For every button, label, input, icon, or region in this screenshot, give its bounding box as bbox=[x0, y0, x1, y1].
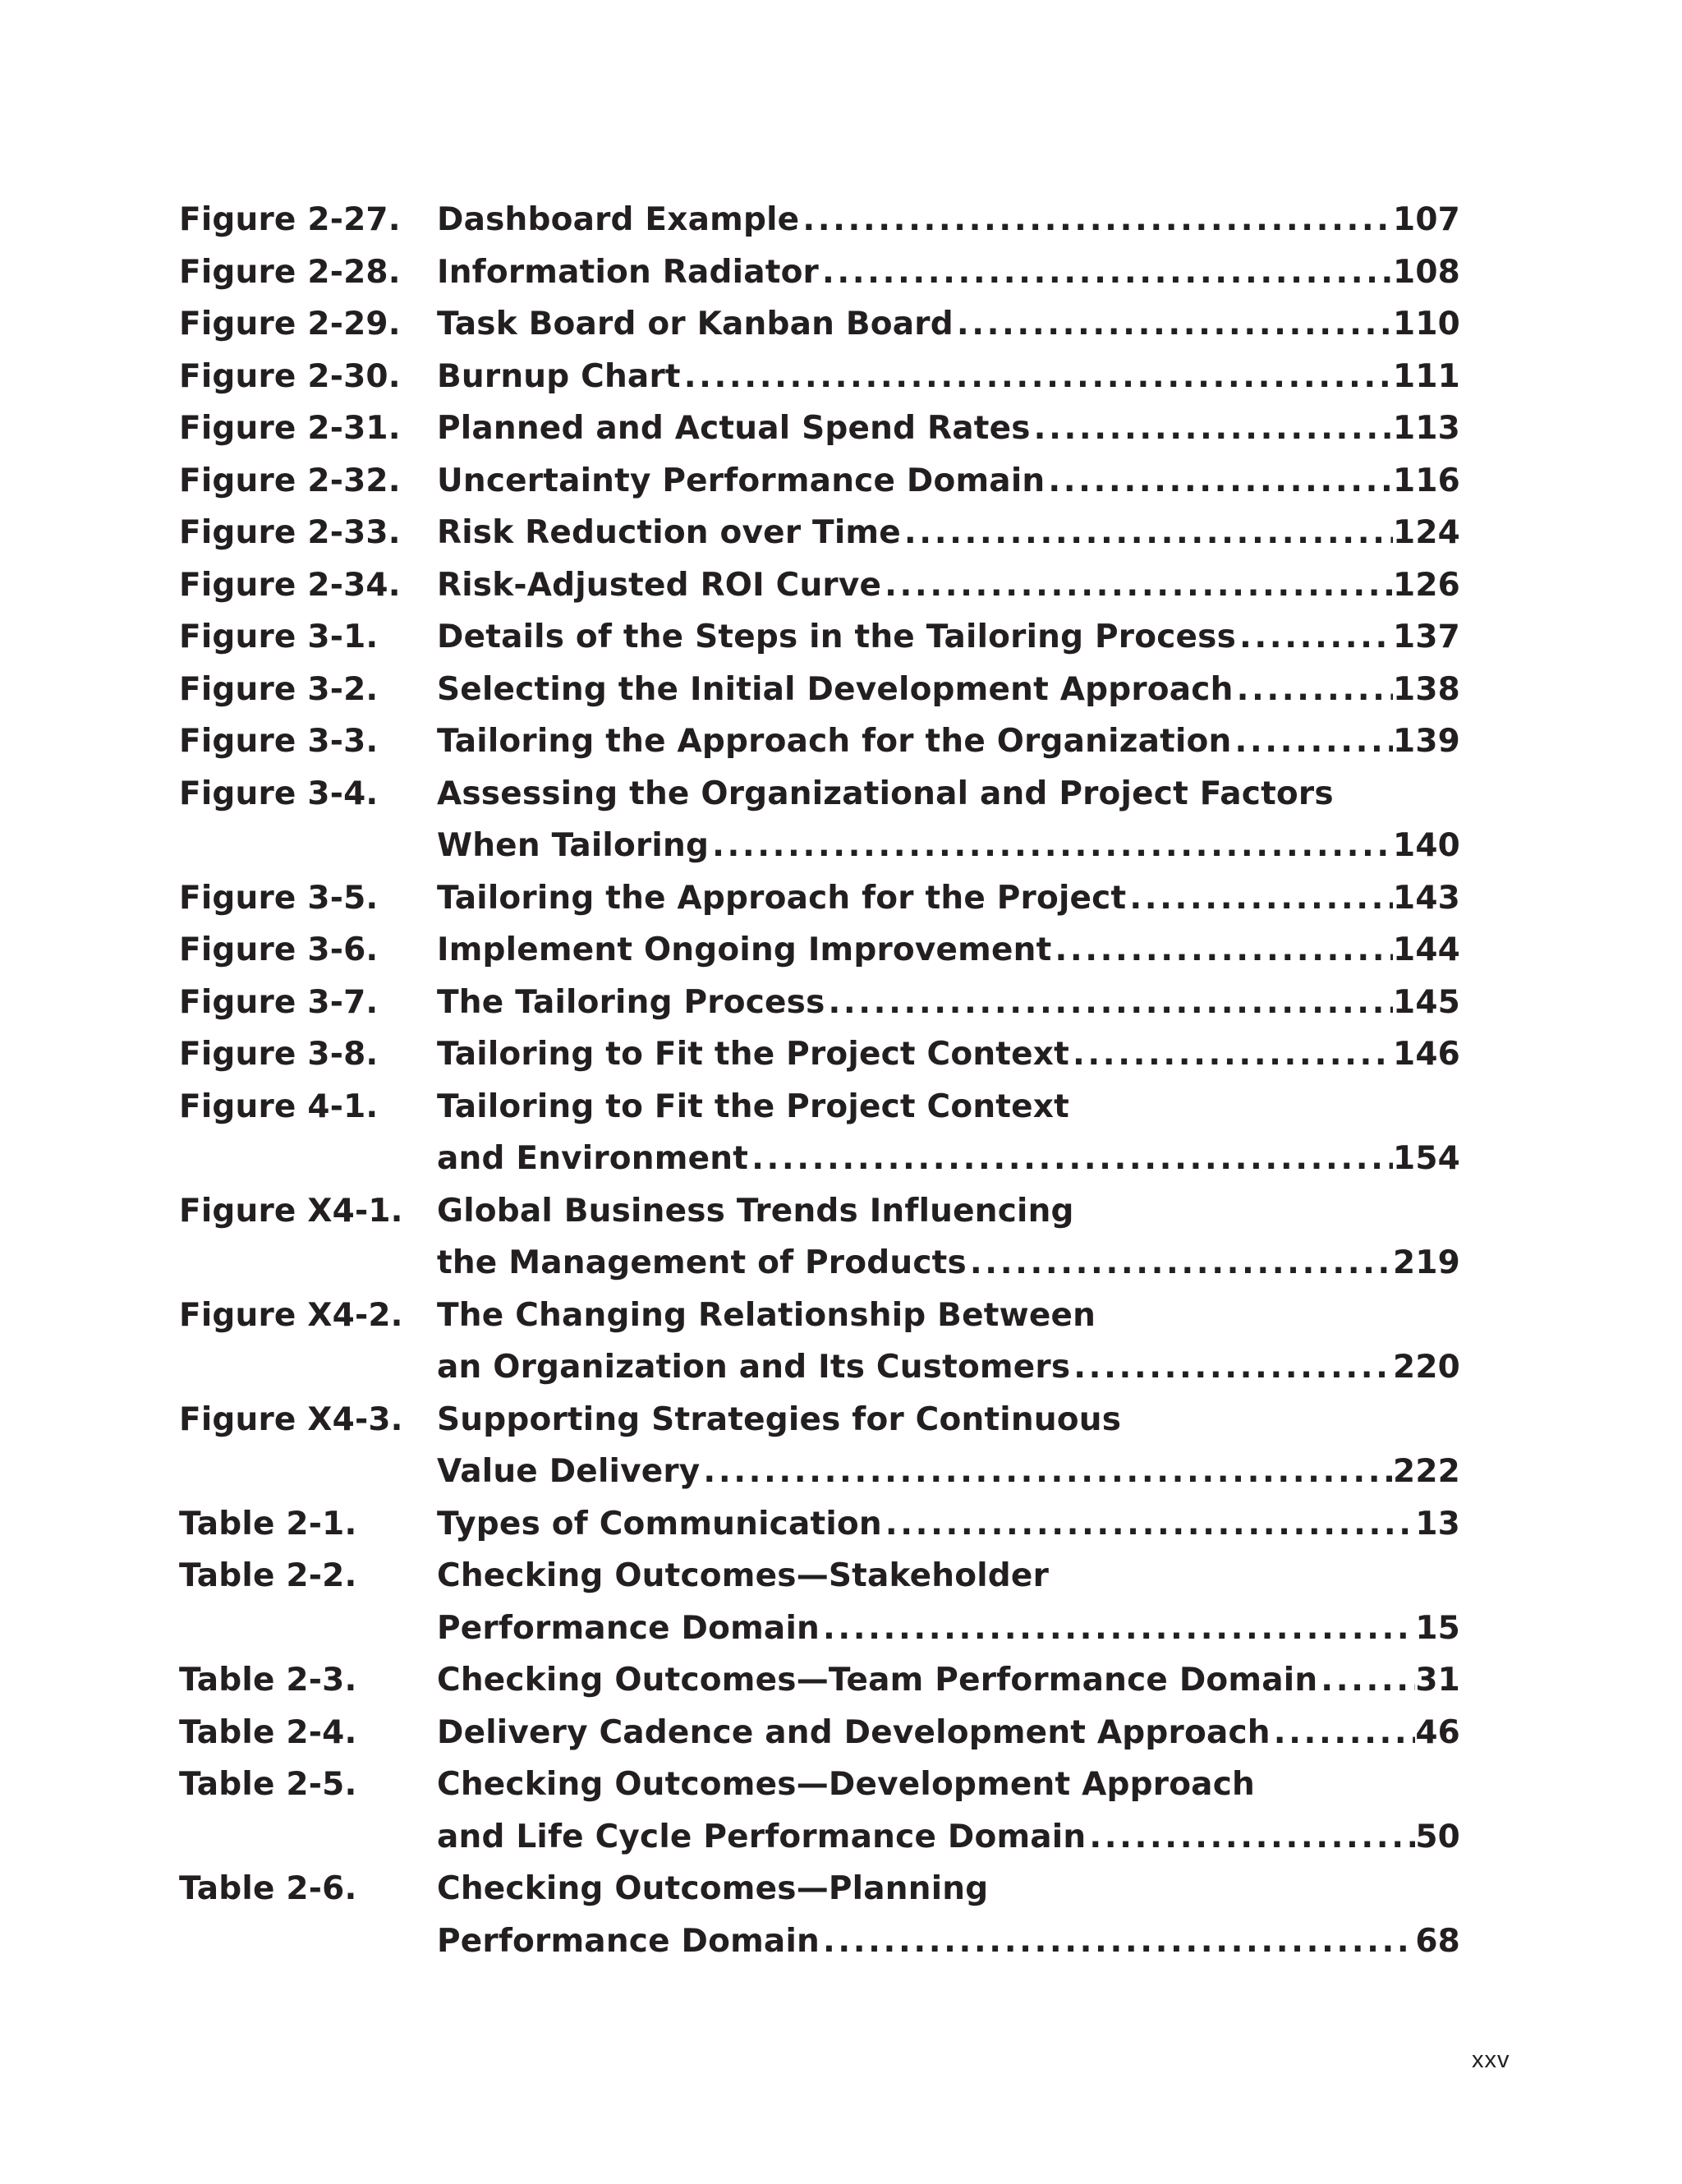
entry-title-line: When Tailoring bbox=[437, 827, 710, 864]
dot-leader bbox=[1234, 664, 1393, 716]
entry-title-line: Dashboard Example bbox=[437, 201, 800, 238]
entry-leader-line bbox=[437, 872, 1460, 925]
entry-title-line: Risk Reduction over Time bbox=[437, 514, 901, 551]
entry-body bbox=[437, 194, 1460, 246]
dot-leader bbox=[820, 1915, 1415, 1968]
entry-page-number: 113 bbox=[1392, 410, 1460, 447]
entry-page-number: 31 bbox=[1415, 1662, 1460, 1699]
toc-entry bbox=[179, 715, 1460, 768]
entry-label: Figure X4-3. bbox=[179, 1400, 403, 1438]
entry-body bbox=[437, 1028, 1460, 1081]
entry-body bbox=[437, 924, 1460, 977]
entry-leader-line bbox=[437, 455, 1460, 508]
entry-page-number: 116 bbox=[1392, 462, 1460, 499]
entry-title-line: Checking Outcomes—Stakeholder bbox=[437, 1557, 1050, 1594]
entry-title-line: Types of Communication bbox=[437, 1505, 882, 1543]
entry-label: Table 2-3. bbox=[179, 1662, 357, 1699]
entry-body bbox=[437, 1863, 1460, 1967]
entry-label: Figure 2-27. bbox=[179, 201, 401, 238]
dot-leader bbox=[825, 977, 1393, 1029]
entry-label: Table 2-2. bbox=[179, 1557, 357, 1594]
entry-label: Table 2-5. bbox=[179, 1766, 357, 1803]
entry-title-line: Supporting Strategies for Continuous bbox=[437, 1400, 1122, 1438]
toc-entry bbox=[179, 507, 1460, 559]
entry-title-line: Tailoring to Fit the Project Context bbox=[437, 1087, 1070, 1125]
dot-leader bbox=[1086, 1811, 1415, 1864]
entry-title-line: Tailoring the Approach for the Project bbox=[437, 879, 1127, 917]
entry-body bbox=[437, 872, 1460, 925]
entry-leader-line bbox=[437, 924, 1460, 977]
toc-entry bbox=[179, 924, 1460, 977]
toc-entry bbox=[179, 194, 1460, 246]
toc-entry bbox=[179, 246, 1460, 299]
entry-body bbox=[437, 298, 1460, 351]
entry-leader-line bbox=[437, 1498, 1460, 1551]
entry-leader-line bbox=[437, 1707, 1460, 1759]
entry-body bbox=[437, 1185, 1460, 1290]
entry-body bbox=[437, 1759, 1460, 1863]
entry-title-line: Information Radiator bbox=[437, 253, 819, 291]
entry-leader-line bbox=[437, 402, 1460, 455]
toc-entry bbox=[179, 611, 1460, 664]
entry-page-number: 145 bbox=[1392, 983, 1460, 1021]
entry-label: Figure 3-8. bbox=[179, 1036, 379, 1073]
entry-page-number: 139 bbox=[1392, 723, 1460, 760]
entry-title-line: Task Board or Kanban Board bbox=[437, 306, 954, 343]
toc-entry bbox=[179, 768, 1460, 872]
entry-body bbox=[437, 507, 1460, 559]
entry-body bbox=[437, 977, 1460, 1029]
entry-label: Figure X4-1. bbox=[179, 1192, 403, 1230]
entry-body bbox=[437, 1707, 1460, 1759]
entry-body bbox=[437, 246, 1460, 299]
toc-entry bbox=[179, 559, 1460, 612]
entry-title-line: Selecting the Initial Development Approach bbox=[437, 670, 1234, 708]
toc-entry bbox=[179, 1028, 1460, 1081]
entry-body bbox=[437, 715, 1460, 768]
entry-title-line: Details of the Steps in the Tailoring Process bbox=[437, 618, 1237, 655]
entry-label: Figure X4-2. bbox=[179, 1296, 403, 1334]
entry-leader-line bbox=[437, 246, 1460, 299]
dot-leader bbox=[1069, 1028, 1393, 1081]
dot-leader bbox=[748, 1133, 1393, 1185]
entry-title-line: Risk-Adjusted ROI Curve bbox=[437, 566, 882, 604]
entry-leader-line bbox=[437, 507, 1460, 559]
dot-leader bbox=[1051, 924, 1393, 977]
entry-leader-line bbox=[437, 664, 1460, 716]
toc-entry bbox=[179, 872, 1460, 925]
dot-leader bbox=[1031, 402, 1393, 455]
dot-leader bbox=[1126, 872, 1393, 925]
entry-title-line: an Organization and Its Customers bbox=[437, 1349, 1071, 1386]
entry-page-number: 146 bbox=[1392, 1036, 1460, 1073]
dot-leader bbox=[882, 1498, 1415, 1551]
entry-label: Figure 2-31. bbox=[179, 410, 401, 447]
entry-leader-line bbox=[437, 715, 1460, 768]
list-of-figures-and-tables bbox=[179, 194, 1460, 1967]
entry-page-number: 13 bbox=[1415, 1505, 1460, 1543]
entry-label: Figure 3-7. bbox=[179, 983, 379, 1021]
toc-entry bbox=[179, 1759, 1460, 1863]
entry-leader-line bbox=[437, 977, 1460, 1029]
toc-entry bbox=[179, 298, 1460, 351]
entry-leader-line bbox=[437, 1028, 1460, 1081]
entry-label: Figure 3-1. bbox=[179, 618, 379, 655]
entry-label: Table 2-1. bbox=[179, 1505, 357, 1543]
dot-leader bbox=[1045, 455, 1393, 508]
dot-leader bbox=[881, 559, 1393, 612]
toc-entry bbox=[179, 1707, 1460, 1759]
toc-entry bbox=[179, 402, 1460, 455]
dot-leader bbox=[709, 820, 1393, 872]
entry-leader-line bbox=[437, 611, 1460, 664]
entry-page-number: 140 bbox=[1392, 827, 1460, 864]
entry-leader-line bbox=[437, 1446, 1460, 1498]
entry-label: Figure 3-6. bbox=[179, 931, 379, 968]
entry-leader-line bbox=[437, 1915, 1460, 1968]
entry-body bbox=[437, 1550, 1460, 1654]
entry-leader-line bbox=[437, 1133, 1460, 1185]
entry-leader-line bbox=[437, 1237, 1460, 1290]
entry-title-line: Tailoring to Fit the Project Context bbox=[437, 1036, 1070, 1073]
entry-title-line: and Environment bbox=[437, 1140, 749, 1177]
toc-entry bbox=[179, 664, 1460, 716]
dot-leader bbox=[1271, 1707, 1416, 1759]
entry-title-line: Checking Outcomes—Development Approach bbox=[437, 1766, 1255, 1803]
entry-page-number: 144 bbox=[1392, 931, 1460, 968]
entry-leader-line bbox=[437, 1341, 1460, 1394]
entry-label: Figure 2-30. bbox=[179, 357, 401, 395]
page-number: xxv bbox=[1472, 2047, 1510, 2073]
entry-title-line: The Changing Relationship Between bbox=[437, 1296, 1096, 1334]
dot-leader bbox=[954, 298, 1393, 351]
entry-title-line: Delivery Cadence and Development Approach bbox=[437, 1713, 1271, 1751]
dot-leader bbox=[799, 194, 1393, 246]
entry-page-number: 111 bbox=[1392, 357, 1460, 395]
entry-label: Figure 3-2. bbox=[179, 670, 379, 708]
entry-page-number: 107 bbox=[1392, 201, 1460, 238]
entry-title-line: The Tailoring Process bbox=[437, 983, 825, 1021]
entry-leader-line bbox=[437, 559, 1460, 612]
entry-title-line: Performance Domain bbox=[437, 1922, 820, 1960]
toc-entry bbox=[179, 1290, 1460, 1394]
entry-page-number: 137 bbox=[1392, 618, 1460, 655]
toc-entry bbox=[179, 455, 1460, 508]
entry-label: Figure 3-3. bbox=[179, 723, 379, 760]
entry-title-line: the Management of Products bbox=[437, 1244, 967, 1281]
entry-title-line: Uncertainty Performance Domain bbox=[437, 462, 1046, 499]
entry-label: Figure 2-33. bbox=[179, 514, 401, 551]
entry-page-number: 110 bbox=[1392, 306, 1460, 343]
entry-body bbox=[437, 559, 1460, 612]
entry-title-line: Implement Ongoing Improvement bbox=[437, 931, 1052, 968]
entry-body bbox=[437, 455, 1460, 508]
entry-page-number: 143 bbox=[1392, 879, 1460, 917]
dot-leader bbox=[1236, 611, 1393, 664]
entry-leader-line bbox=[437, 1654, 1460, 1707]
toc-entry bbox=[179, 1863, 1460, 1967]
toc-entry bbox=[179, 1498, 1460, 1551]
entry-body bbox=[437, 1290, 1460, 1394]
entry-label: Figure 3-5. bbox=[179, 879, 379, 917]
entry-title-line: Assessing the Organizational and Project Factors bbox=[437, 775, 1334, 812]
entry-leader-line bbox=[437, 1811, 1460, 1864]
dot-leader bbox=[700, 1446, 1393, 1498]
entry-body bbox=[437, 351, 1460, 403]
entry-body bbox=[437, 1498, 1460, 1551]
entry-page-number: 68 bbox=[1415, 1922, 1460, 1960]
dot-leader bbox=[967, 1237, 1393, 1290]
toc-entry bbox=[179, 1550, 1460, 1654]
entry-page-number: 50 bbox=[1415, 1818, 1460, 1855]
dot-leader bbox=[1232, 715, 1393, 768]
entry-leader-line bbox=[437, 351, 1460, 403]
dot-leader bbox=[1317, 1654, 1415, 1707]
entry-title-line: Performance Domain bbox=[437, 1609, 820, 1647]
entry-page-number: 124 bbox=[1392, 514, 1460, 551]
entry-title-line: Burnup Chart bbox=[437, 357, 681, 395]
toc-entry bbox=[179, 1394, 1460, 1498]
entry-title-line: Global Business Trends Influencing bbox=[437, 1192, 1074, 1230]
entry-body bbox=[437, 768, 1460, 872]
entry-page-number: 138 bbox=[1392, 670, 1460, 708]
entry-leader-line bbox=[437, 194, 1460, 246]
entry-body bbox=[437, 1081, 1460, 1185]
entry-page-number: 15 bbox=[1415, 1609, 1460, 1647]
toc-entry bbox=[179, 1185, 1460, 1290]
toc-entry bbox=[179, 1081, 1460, 1185]
entry-label: Table 2-6. bbox=[179, 1870, 357, 1907]
toc-entry bbox=[179, 351, 1460, 403]
entry-title-line: Tailoring the Approach for the Organization bbox=[437, 723, 1232, 760]
entry-label: Table 2-4. bbox=[179, 1713, 357, 1751]
entry-body bbox=[437, 1394, 1460, 1498]
entry-title-line: Checking Outcomes—Team Performance Domain bbox=[437, 1662, 1318, 1699]
entry-label: Figure 2-28. bbox=[179, 253, 401, 291]
entry-label: Figure 4-1. bbox=[179, 1087, 379, 1125]
dot-leader bbox=[819, 246, 1393, 299]
toc-entry bbox=[179, 977, 1460, 1029]
entry-page-number: 219 bbox=[1392, 1244, 1460, 1281]
entry-page-number: 220 bbox=[1392, 1349, 1460, 1386]
entry-page-number: 126 bbox=[1392, 566, 1460, 604]
entry-body bbox=[437, 611, 1460, 664]
entry-leader-line bbox=[437, 1602, 1460, 1655]
entry-leader-line bbox=[437, 820, 1460, 872]
entry-title-line: Planned and Actual Spend Rates bbox=[437, 410, 1031, 447]
entry-leader-line bbox=[437, 298, 1460, 351]
entry-label: Figure 2-32. bbox=[179, 462, 401, 499]
dot-leader bbox=[681, 351, 1393, 403]
entry-page-number: 108 bbox=[1392, 253, 1460, 291]
entry-label: Figure 2-34. bbox=[179, 566, 401, 604]
dot-leader bbox=[820, 1602, 1415, 1655]
entry-title-line: Checking Outcomes—Planning bbox=[437, 1870, 989, 1907]
entry-label: Figure 3-4. bbox=[179, 775, 379, 812]
entry-label: Figure 2-29. bbox=[179, 306, 401, 343]
entry-body bbox=[437, 1654, 1460, 1707]
entry-body bbox=[437, 664, 1460, 716]
entry-page-number: 154 bbox=[1392, 1140, 1460, 1177]
dot-leader bbox=[1070, 1341, 1393, 1394]
entry-title-line: and Life Cycle Performance Domain bbox=[437, 1818, 1087, 1855]
toc-entry bbox=[179, 1654, 1460, 1707]
dot-leader bbox=[901, 507, 1393, 559]
entry-page-number: 222 bbox=[1392, 1453, 1460, 1490]
entry-title-line: Value Delivery bbox=[437, 1453, 701, 1490]
entry-body bbox=[437, 402, 1460, 455]
entry-page-number: 46 bbox=[1415, 1713, 1460, 1751]
